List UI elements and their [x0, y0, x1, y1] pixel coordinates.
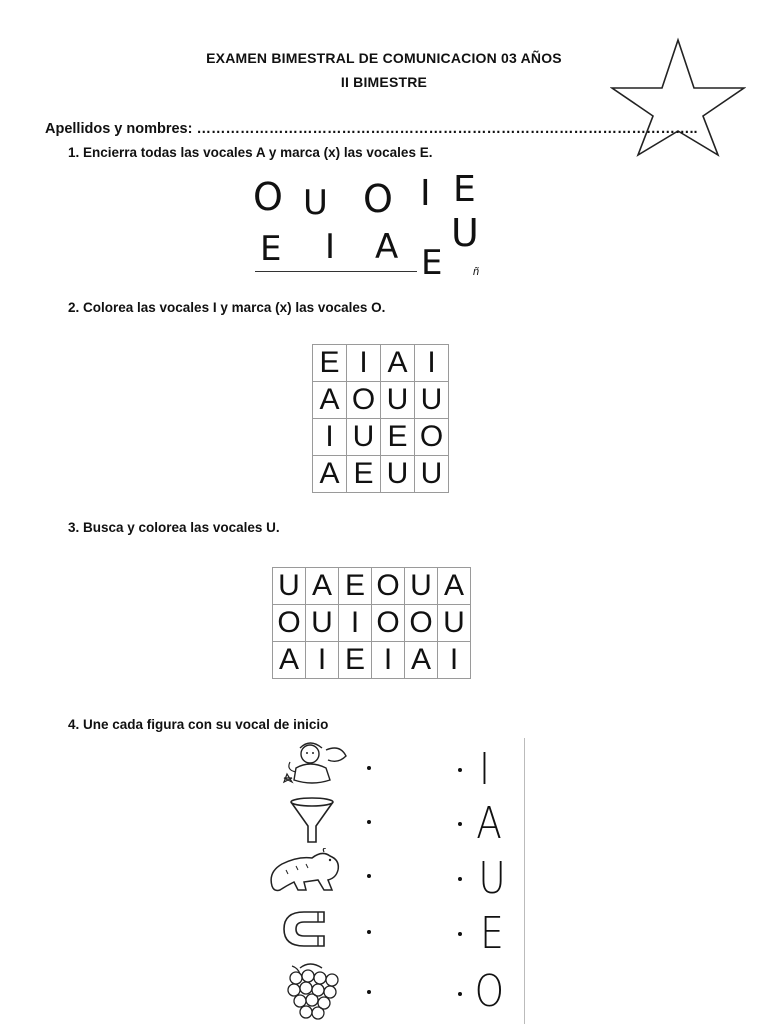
- magnet-icon[interactable]: [278, 906, 340, 952]
- grid-cell[interactable]: E: [339, 642, 372, 679]
- grid-cell[interactable]: U: [381, 382, 415, 419]
- student-name-label: Apellidos y nombres:: [45, 121, 197, 137]
- angel-icon[interactable]: [274, 738, 354, 790]
- grid-cell[interactable]: U: [405, 568, 438, 605]
- q1-underline: [255, 271, 417, 272]
- grid-cell[interactable]: O: [372, 605, 405, 642]
- grid-cell[interactable]: U: [347, 419, 381, 456]
- grid-cell[interactable]: U: [273, 568, 306, 605]
- left-dot[interactable]: [367, 820, 371, 824]
- q1-letter[interactable]: A: [375, 227, 399, 267]
- grid-cell[interactable]: E: [339, 568, 372, 605]
- question-4: 4. Une cada figura con su vocal de inicio: [68, 717, 329, 732]
- exam-subtitle: II BIMESTRE: [340, 74, 428, 90]
- grid-cell[interactable]: E: [313, 345, 347, 382]
- matching-border: [524, 738, 525, 1024]
- grid-cell[interactable]: O: [405, 605, 438, 642]
- grid-row: [313, 382, 449, 419]
- grid-1: [312, 344, 449, 493]
- grid-cell[interactable]: A: [405, 642, 438, 679]
- bear-icon[interactable]: [266, 848, 356, 898]
- q1-letter[interactable]: E: [260, 229, 282, 269]
- student-name-blank[interactable]: …………………………………………………………………………………………..: [196, 121, 698, 137]
- grid-cell[interactable]: U: [438, 605, 471, 642]
- exam-title: EXAMEN BIMESTRAL DE COMUNICACION 03 AÑOS: [206, 50, 562, 66]
- left-dot[interactable]: [367, 766, 371, 770]
- grid-cell[interactable]: U: [381, 456, 415, 493]
- left-dot[interactable]: [367, 990, 371, 994]
- grid-row: [273, 642, 471, 679]
- grid-cell[interactable]: E: [381, 419, 415, 456]
- left-dot[interactable]: [367, 930, 371, 934]
- grid-cell[interactable]: A: [313, 456, 347, 493]
- grid-cell[interactable]: I: [347, 345, 381, 382]
- grid-row: [273, 568, 471, 605]
- right-dot[interactable]: [458, 932, 462, 936]
- match-vowel[interactable]: E: [480, 908, 504, 959]
- grid-cell[interactable]: I: [438, 642, 471, 679]
- grid-cell[interactable]: I: [415, 345, 449, 382]
- match-vowel[interactable]: I: [478, 744, 491, 795]
- grid-row: [313, 419, 449, 456]
- grid-cell[interactable]: A: [438, 568, 471, 605]
- grid-cell[interactable]: U: [415, 456, 449, 493]
- q1-letter[interactable]: I: [420, 173, 431, 214]
- grid-cell[interactable]: I: [306, 642, 339, 679]
- left-dot[interactable]: [367, 874, 371, 878]
- question-1: 1. Encierra todas las vocales A y marca (x) las vocales E.: [68, 145, 433, 160]
- grapes-icon[interactable]: [280, 958, 346, 1024]
- q1-letter[interactable]: E: [421, 243, 443, 283]
- q1-letter[interactable]: E: [453, 169, 476, 210]
- right-dot[interactable]: [458, 768, 462, 772]
- question-2: 2. Colorea las vocales I y marca (x) las vocales O.: [68, 300, 386, 315]
- right-dot[interactable]: [458, 877, 462, 881]
- match-vowel[interactable]: A: [476, 798, 502, 849]
- right-dot[interactable]: [458, 992, 462, 996]
- grid-cell[interactable]: U: [306, 605, 339, 642]
- grid-cell[interactable]: A: [273, 642, 306, 679]
- q1-letter[interactable]: U: [451, 211, 479, 255]
- right-dot[interactable]: [458, 822, 462, 826]
- q1-letter[interactable]: O: [253, 175, 283, 219]
- q1-letter[interactable]: O: [363, 177, 393, 221]
- grid-cell[interactable]: I: [339, 605, 372, 642]
- q1-small-mark: ñ: [473, 266, 480, 278]
- grid-cell[interactable]: A: [306, 568, 339, 605]
- grid-cell[interactable]: O: [347, 382, 381, 419]
- student-name-line: [45, 121, 698, 137]
- grid-cell[interactable]: O: [372, 568, 405, 605]
- q1-letter[interactable]: U: [303, 183, 328, 223]
- match-vowel[interactable]: O: [474, 966, 505, 1017]
- grid-cell[interactable]: U: [415, 382, 449, 419]
- grid-cell[interactable]: I: [313, 419, 347, 456]
- grid-row: [313, 456, 449, 493]
- grid-row: [273, 605, 471, 642]
- grid-cell[interactable]: A: [381, 345, 415, 382]
- grid-cell[interactable]: E: [347, 456, 381, 493]
- q1-letter-area: [245, 170, 495, 282]
- q1-letter[interactable]: I: [325, 227, 336, 267]
- grid-cell[interactable]: O: [273, 605, 306, 642]
- funnel-icon[interactable]: [287, 796, 337, 844]
- grid-2: [272, 567, 471, 679]
- grid-cell[interactable]: O: [415, 419, 449, 456]
- match-vowel[interactable]: U: [478, 853, 506, 904]
- grid-cell[interactable]: A: [313, 382, 347, 419]
- grid-row: [313, 345, 449, 382]
- grid-cell[interactable]: I: [372, 642, 405, 679]
- question-3: 3. Busca y colorea las vocales U.: [68, 520, 280, 535]
